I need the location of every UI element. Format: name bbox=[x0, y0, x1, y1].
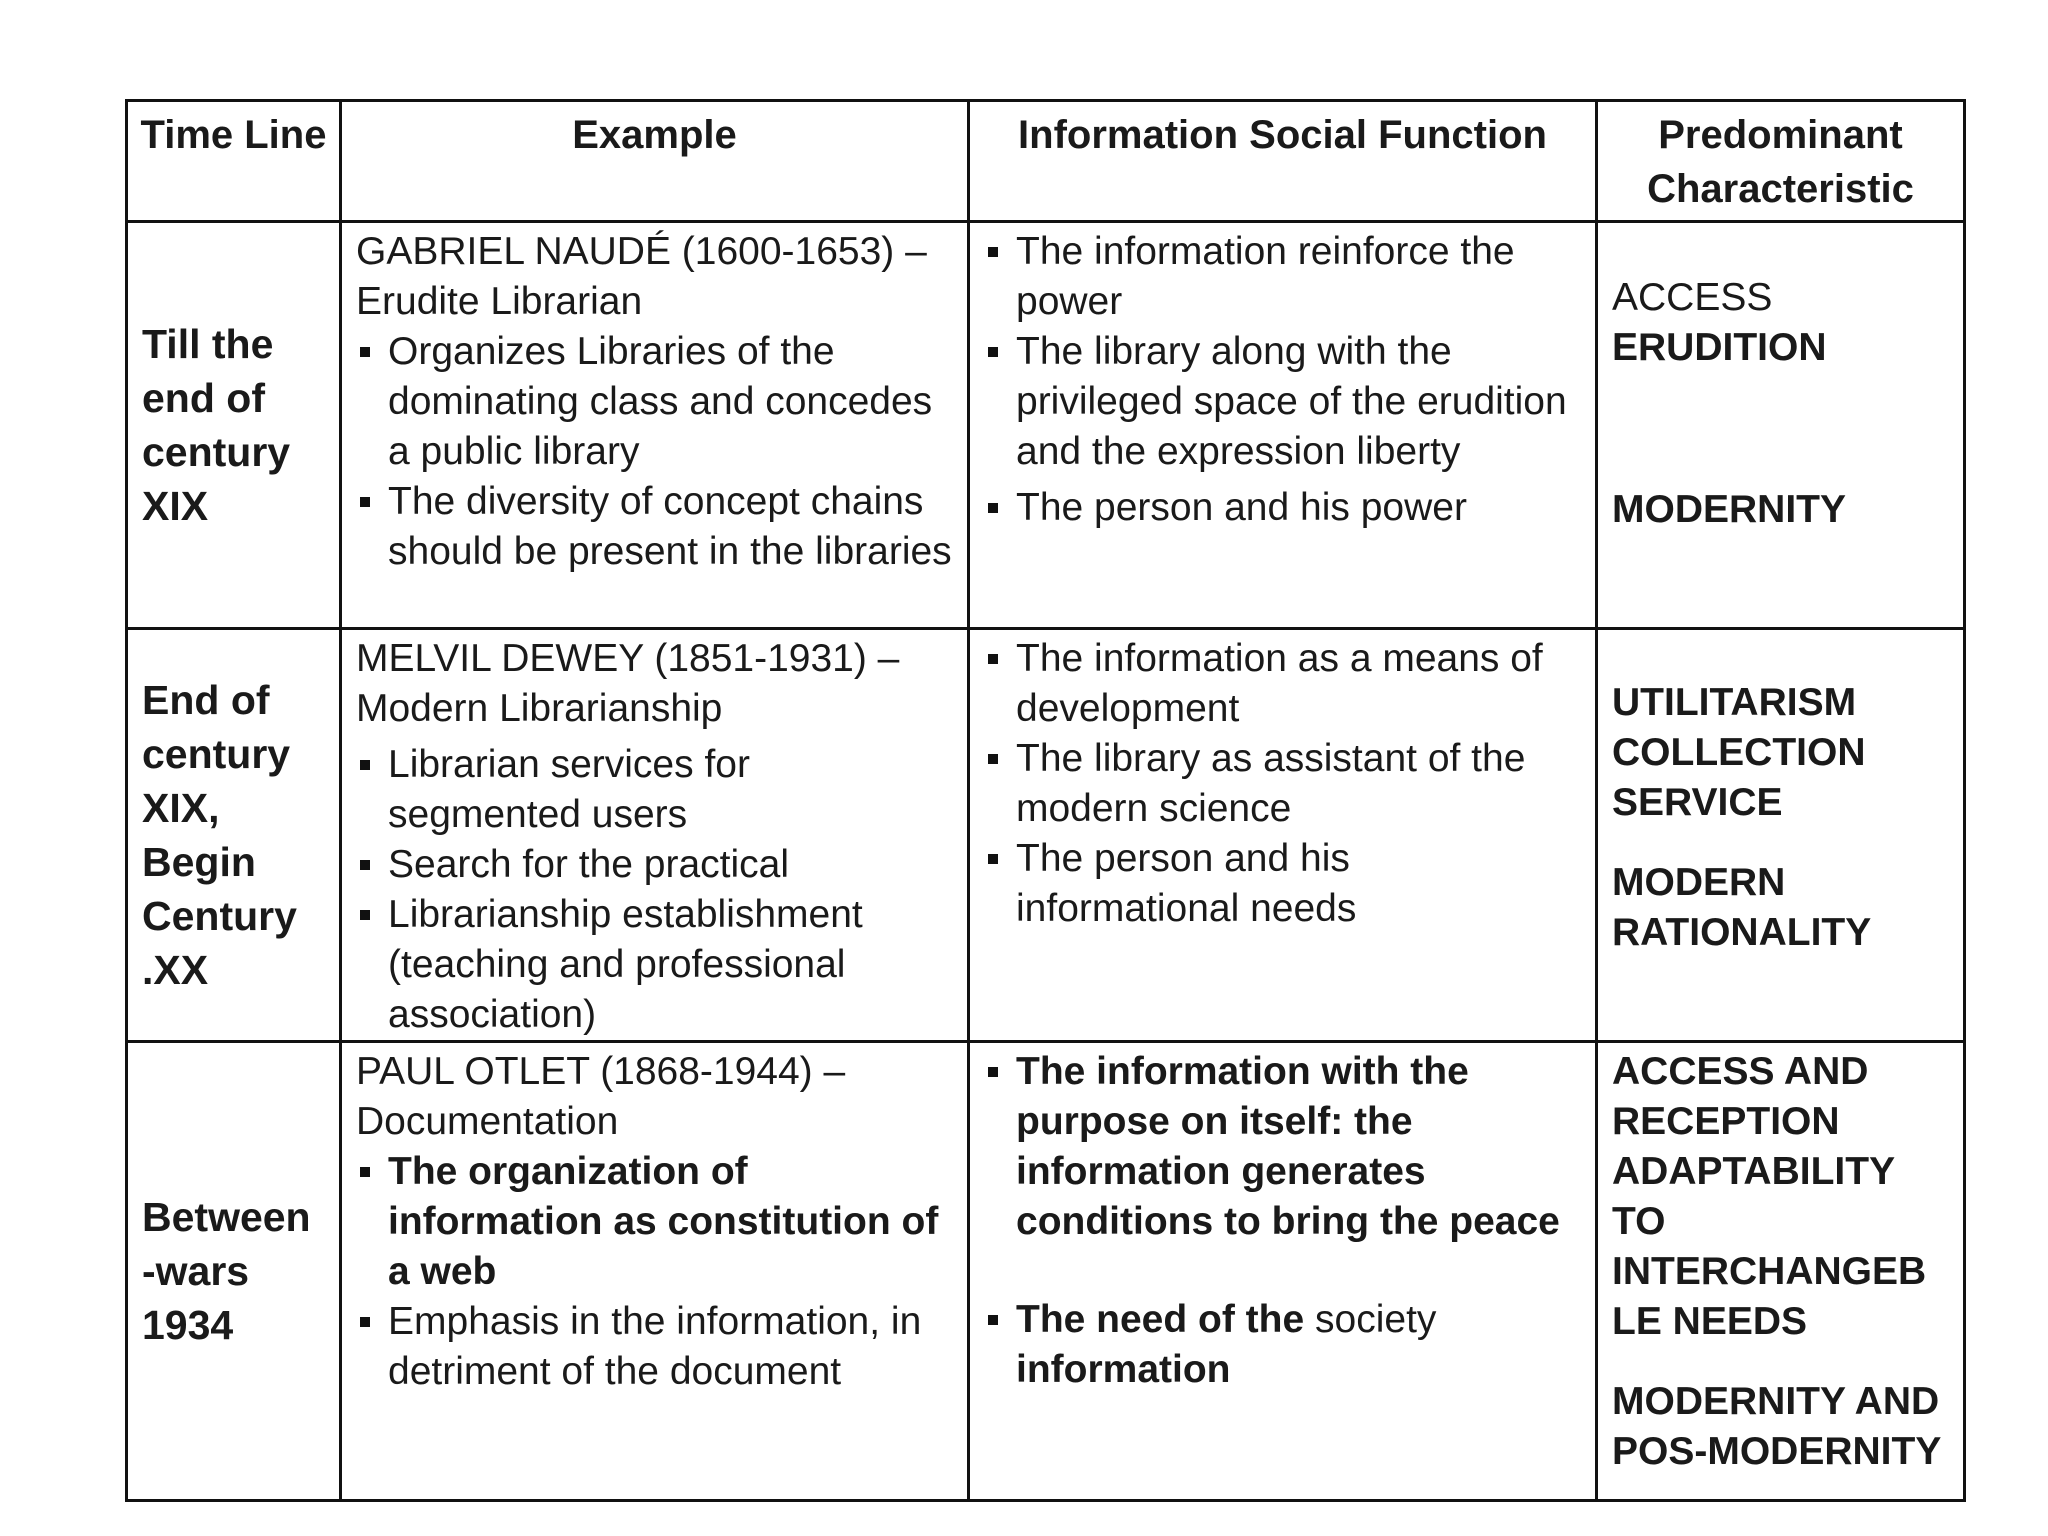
time-line-text: century bbox=[142, 429, 291, 475]
example-author: MELVIL DEWEY (1851-1931) – bbox=[356, 637, 900, 680]
header-row bbox=[127, 101, 1965, 222]
characteristic-line: MODERNITY bbox=[1612, 488, 1846, 531]
example-role: Erudite Librarian bbox=[356, 280, 643, 323]
characteristic-line: SERVICE bbox=[1612, 781, 1783, 824]
function-normal-text: society bbox=[1304, 1298, 1437, 1341]
example-bullet-list bbox=[356, 327, 953, 577]
characteristic-line: INTERCHANGEB bbox=[1612, 1250, 1927, 1293]
example-bullet-list bbox=[356, 740, 953, 1040]
header-time-line-label: Time Line bbox=[140, 113, 327, 157]
characteristic-line: UTILITARISM bbox=[1612, 681, 1857, 724]
characteristic-cell bbox=[1597, 629, 1965, 1042]
time-line-text: End of bbox=[142, 677, 270, 723]
function-bullet-list bbox=[984, 634, 1581, 934]
time-line-text: XIX, bbox=[142, 785, 220, 831]
header-time-line bbox=[127, 101, 341, 222]
function-cell bbox=[969, 629, 1597, 1042]
list-item: Emphasis in the information, in detriment of the document bbox=[356, 1297, 953, 1397]
time-line-cell bbox=[127, 629, 341, 1042]
characteristic-line: COLLECTION bbox=[1612, 731, 1866, 774]
time-line-text: Century bbox=[142, 893, 297, 939]
example-author: PAUL OTLET (1868-1944) – bbox=[356, 1050, 846, 1093]
list-item: Search for the practical bbox=[356, 840, 953, 890]
list-item: Librarianship establishment (teaching and professional association) bbox=[356, 890, 953, 1040]
function-cell bbox=[969, 222, 1597, 629]
characteristic-line: LE NEEDS bbox=[1612, 1300, 1808, 1343]
list-item: The library as assistant of the modern science bbox=[984, 734, 1581, 834]
header-example-label: Example bbox=[572, 113, 737, 157]
function-bullet-list bbox=[984, 227, 1581, 533]
table-row-dewey bbox=[127, 629, 1965, 1042]
list-item: The organization of information as constitution of a web bbox=[356, 1147, 953, 1297]
characteristic-line: POS-MODERNITY bbox=[1612, 1430, 1942, 1473]
example-cell bbox=[341, 222, 969, 629]
time-line-text: Till the bbox=[142, 321, 274, 367]
header-information-social-function bbox=[969, 101, 1597, 222]
header-predominant-characteristic bbox=[1597, 101, 1965, 222]
time-line-text: XIX bbox=[142, 483, 209, 529]
list-item: The diversity of concept chains should be present in the libraries bbox=[356, 477, 953, 577]
characteristic-line: ACCESS bbox=[1612, 276, 1773, 319]
example-role: Modern Librarianship bbox=[356, 687, 723, 730]
header-example bbox=[341, 101, 969, 222]
list-item: The library along with the privileged space of the erudition and the expression liberty bbox=[984, 327, 1581, 477]
example-bullet-list bbox=[356, 1147, 953, 1397]
characteristic-line: MODERNITY AND bbox=[1612, 1380, 1940, 1423]
time-line-text: -wars bbox=[142, 1248, 250, 1294]
function-bold-end: information bbox=[1016, 1348, 1231, 1391]
characteristic-line: ADAPTABILITY bbox=[1612, 1150, 1896, 1193]
function-bullet-list bbox=[984, 1047, 1581, 1395]
characteristic-cell bbox=[1597, 1042, 1965, 1501]
list-item: The information reinforce the power bbox=[984, 227, 1581, 327]
characteristic-line: RECEPTION bbox=[1612, 1100, 1840, 1143]
time-line-text: Begin bbox=[142, 839, 256, 885]
characteristic-line: ACCESS AND bbox=[1612, 1050, 1869, 1093]
time-line-text: .XX bbox=[142, 947, 209, 993]
list-item: The information with the purpose on itself: the information generates conditions to bring the peace bbox=[984, 1047, 1581, 1247]
characteristic-line: RATIONALITY bbox=[1612, 911, 1872, 954]
time-line-text: century bbox=[142, 731, 291, 777]
function-cell bbox=[969, 1042, 1597, 1501]
header-function-label: Information Social Function bbox=[1018, 113, 1547, 157]
characteristic-line: MODERN bbox=[1612, 861, 1786, 904]
table-row-otlet bbox=[127, 1042, 1965, 1501]
header-characteristic-label: Predominant Characteristic bbox=[1647, 113, 1914, 211]
characteristic-line: TO bbox=[1612, 1200, 1666, 1243]
table-row-naude bbox=[127, 222, 1965, 629]
list-item: Librarian services for segmented users bbox=[356, 740, 953, 840]
example-cell bbox=[341, 629, 969, 1042]
time-line-text: 1934 bbox=[142, 1302, 234, 1348]
example-cell bbox=[341, 1042, 969, 1501]
time-line-text: end of bbox=[142, 375, 265, 421]
example-author: GABRIEL NAUDÉ (1600-1653) – bbox=[356, 230, 927, 273]
characteristic-line: ERUDITION bbox=[1612, 326, 1827, 369]
list-item: The person and his informational needs bbox=[984, 834, 1581, 934]
history-table bbox=[125, 99, 1966, 1502]
example-role: Documentation bbox=[356, 1100, 619, 1143]
list-item bbox=[984, 1295, 1581, 1395]
list-item: The information as a means of development bbox=[984, 634, 1581, 734]
time-line-cell bbox=[127, 222, 341, 629]
list-item: Organizes Libraries of the dominating class and concedes a public library bbox=[356, 327, 953, 477]
characteristic-cell bbox=[1597, 222, 1965, 629]
list-item: The person and his power bbox=[984, 483, 1581, 533]
time-line-text: Between bbox=[142, 1194, 311, 1240]
function-bold-start: The need of the bbox=[1016, 1298, 1305, 1341]
time-line-cell bbox=[127, 1042, 341, 1501]
